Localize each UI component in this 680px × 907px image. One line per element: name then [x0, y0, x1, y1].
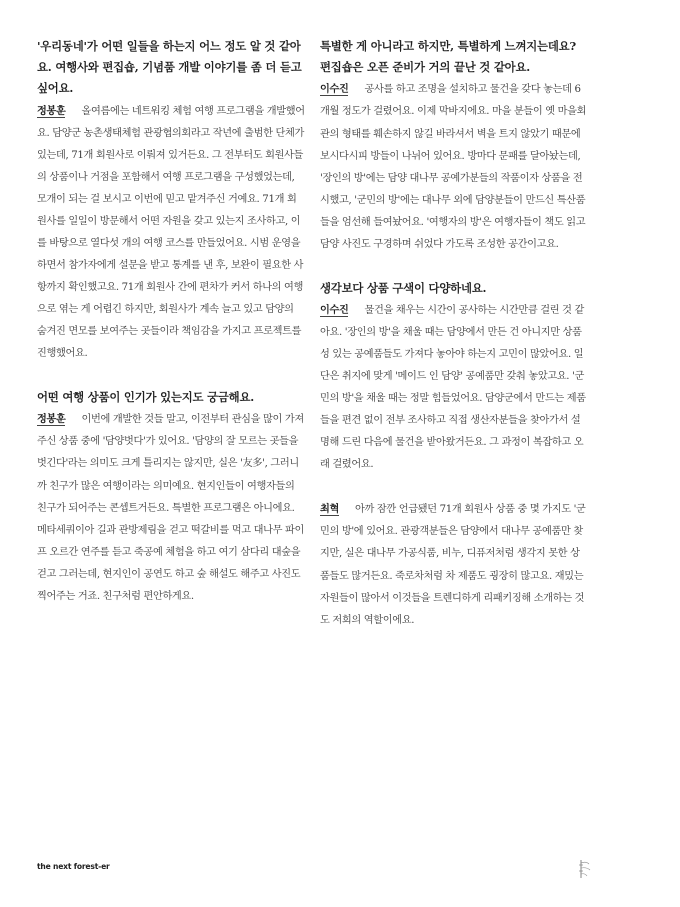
question-2: 어떤 여행 상품이 인기가 있는지도 궁금해요. — [37, 390, 255, 405]
answer-1 — [37, 100, 305, 366]
speaker-name: 정봉훈 — [37, 104, 66, 117]
question-3: 특별한 게 아니라고 하지만, 특별하게 느껴지는데요? 편집숍은 오픈 준비가 거의 끝난 것 같아요. — [320, 39, 576, 75]
left-column — [37, 36, 305, 608]
footer-brand: the next forest-er — [37, 862, 110, 871]
answer-4 — [320, 299, 588, 476]
speaker-name: 이수진 — [320, 83, 349, 96]
answer-3 — [320, 78, 588, 255]
right-column — [320, 36, 588, 632]
answer-text: 아까 잠깐 언급됐던 71개 회원사 상품 중 몇 가지도 '군민의 방'에 있어요. 관광객분들은 담양에서 대나무 공예품만 찾지만, 실은 대나무 가공식품, 비누, 디퓨저처럼 생각지 못한 상품들도 많거든요. 죽로차처럼 차 제품도 굉장히 많고요. 재밌는 자원들이 많아서 이것들을 트렌디하게 리패키징해 소개하는 것도 저희의 역할이에요. — [320, 504, 586, 626]
question-1: '우리동네'가 어떤 일들을 하는지 어느 정도 알 것 같아요. 여행사와 편집숍, 기념품 개발 이야기를 좀 더 듣고 싶어요. — [37, 39, 302, 96]
speaker-name: 최혁 — [320, 503, 339, 516]
answer-5 — [320, 498, 588, 631]
bamboo-mark-icon — [575, 858, 593, 880]
answer-text: 이번에 개발한 것들 말고, 이전부터 관심을 많이 가져주신 상품 중에 '담양벗다'가 있어요. '담양의 잘 모르는 곳들을 벗긴다'라는 의미도 크게 틀리지는 않지만, 실은 '友多', 그러니까 친구가 많은 여행이라는 의미예요. 현지인들이 여행자들의 친구가 되어주는 콘셉트거든요. 특별한 프로그램은 아니에요. 메타세쿼이아 길과 관방제림을 걷고 떡갈비를 먹고 대나무 파이프 오르간 연주를 듣고 죽공예 체험을 하고 여기 삼다리 대숲을 걷고 그러는데, 현지인이 공연도 하고 숲 해설도 해주고 사진도 찍어주는 거죠. 친구처럼 편안하게요. — [37, 414, 304, 602]
answer-2 — [37, 408, 305, 607]
speaker-name: 정봉훈 — [37, 413, 66, 426]
answer-text: 올여름에는 네트워킹 체험 여행 프로그램을 개발했어요. 담양군 농촌생태체험 관광협의회라고 작년에 출범한 단체가 있는데, 71개 회원사로 이뤄져 있거든요. 그 전부터도 회원사들의 상품이나 거점을 포함해서 여행 프로그램을 구성했었는데, 모개이 되는 걸 보시고 이번에 믿고 맡겨주신 거예요. 71개 회원사를 일일이 방문해서 어떤 자원을 갖고 있는지 조사하고, 이를 바탕으로 열다섯 개의 여행 코스를 만들었어요. 시범 운영을 하면서 참가자에게 설문을 받고 통계를 낸 후, 보완이 필요한 사항까지 확인했고요. 71개 회원사 간에 편차가 커서 하나의 여행으로 엮는 게 어렵긴 하지만, 회원사가 계속 늘고 있고 담양의 숨겨진 면모를 보여주는 곳들이라 책임감을 가지고 프로젝트를 진행했어요. — [37, 105, 305, 360]
answer-text: 물건을 채우는 시간이 공사하는 시간만큼 걸린 것 같아요. '장인의 방'을 채울 때는 담양에서 만든 건 아니지만 상품성 있는 공예품들도 가져다 놓아야 하는지 고민이 많았어요. 일단은 취지에 맞게 '메이드 인 담양' 공예품만 갖춰 놓았고요. '군민의 방'을 채울 때는 정말 힘들었어요. 담양군에서 만드는 제품들을 편견 없이 전부 조사하고 직접 생산자분들을 찾아가서 설명해 드린 다음에 물건을 받아왔거든요. 그 과정이 복잡하고 오래 걸렸어요. — [320, 304, 586, 471]
speaker-name: 이수진 — [320, 303, 349, 316]
answer-text: 공사를 하고 조명을 설치하고 물건을 갖다 놓는데 6개월 정도가 걸렸어요. 이제 막바지에요. 마을 분들이 옛 마을회관의 형태를 훼손하지 않길 바라셔서 벽을 트지 않았기 때문에 보시다시피 방들이 나뉘어 있어요. 방마다 문패를 달아놨는데, '장인의 방'에는 담양 대나무 공예가분들의 작품이자 상품을 전시했고, '군민의 방'에는 대나무 외에 담양분들이 만드신 특산품들을 엄선해 들여놨어요. '여행자의 방'은 여행자들이 책도 읽고 담양 사진도 구경하며 쉬었다 가도록 조성한 공간이고요. — [320, 84, 587, 250]
question-4: 생각보다 상품 구색이 다양하네요. — [320, 280, 487, 295]
